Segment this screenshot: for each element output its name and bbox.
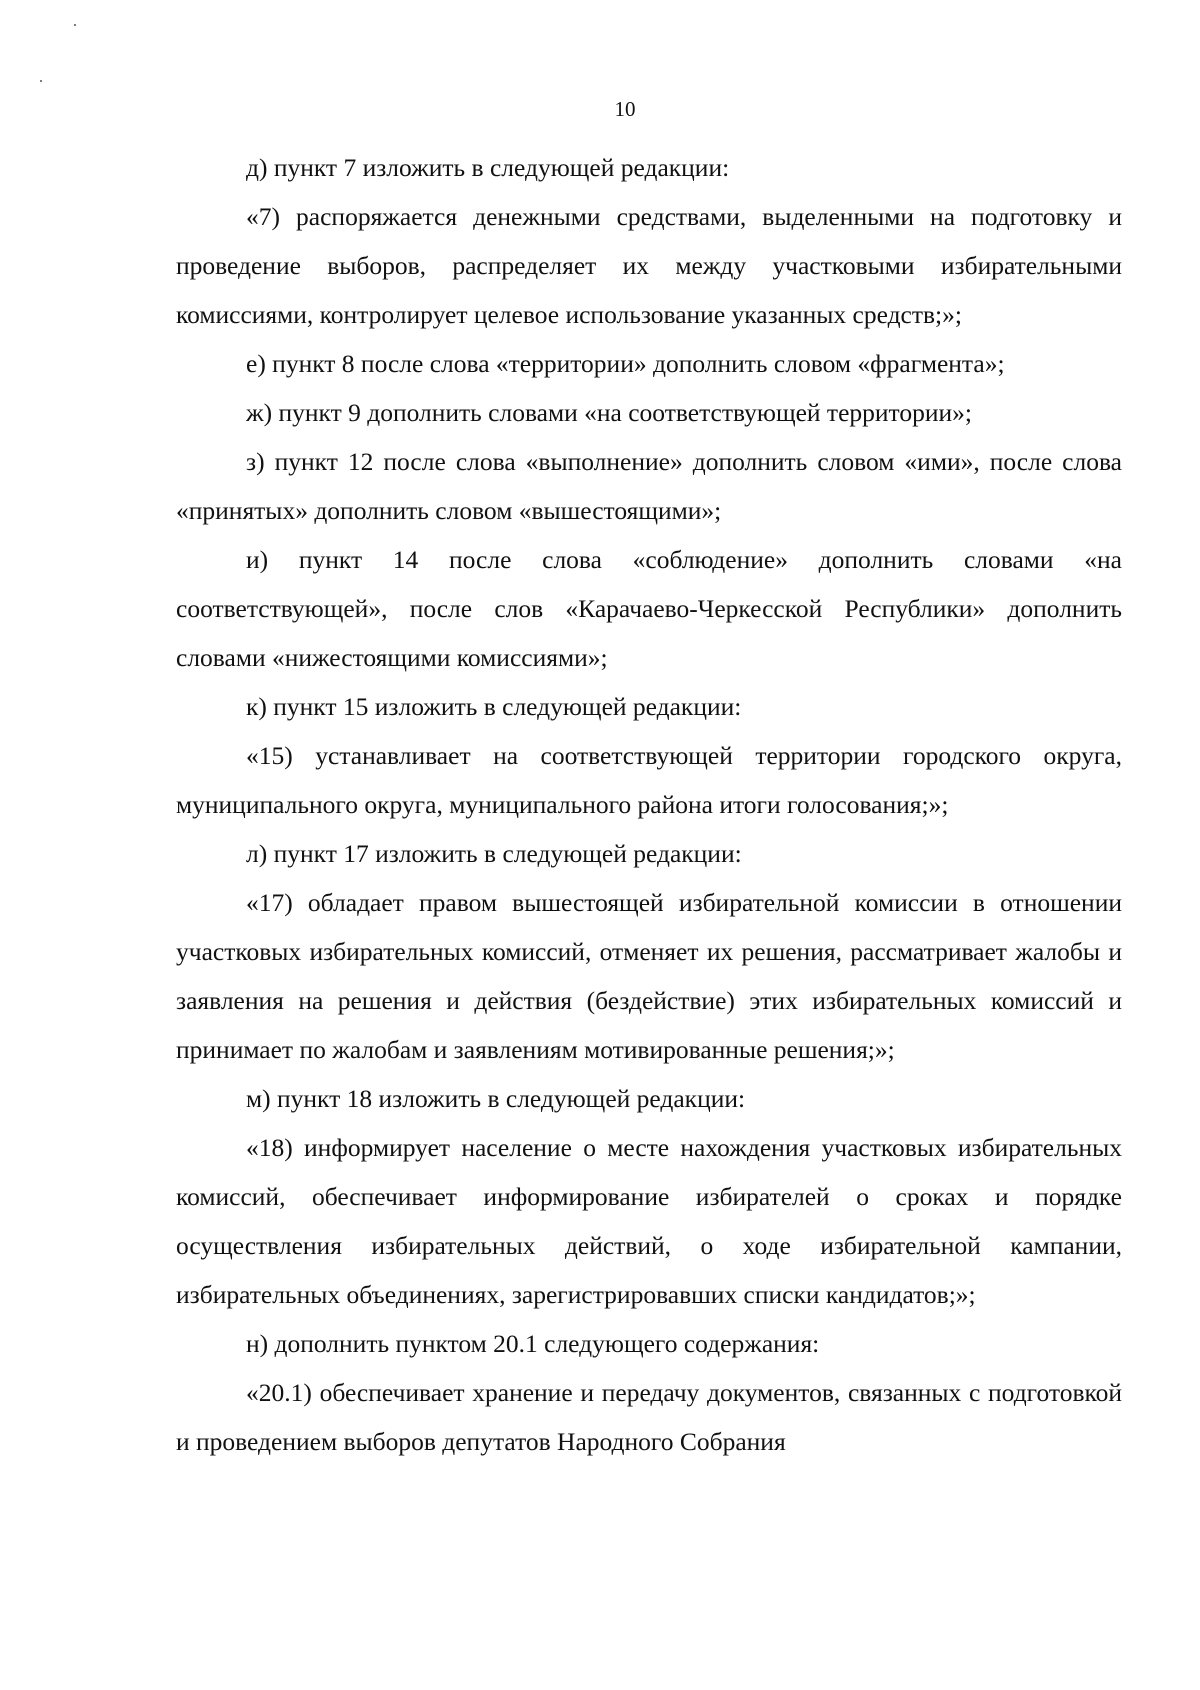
paragraph-n: н) дополнить пунктом 20.1 следующего содержания: [246, 1329, 820, 1358]
paragraph-i: и) пункт 14 после слова «соблюдение» дополнить словами «на соответствующей», после слов «Карачаево-Черкесской Республики» дополнить словами «нижестоящими комиссиями»; [176, 545, 1122, 672]
paragraph-e: е) пункт 8 после слова «территории» дополнить словом «фрагмента»; [246, 349, 1005, 378]
paragraph-item-15: «15) устанавливает на соответствующей территории городского округа, муниципального округа, муниципального района итоги голосования;»; [176, 741, 1122, 819]
paragraph-item-18: «18) информирует население о месте нахождения участковых избирательных комиссий, обеспечивает информирование избирателей о сроках и порядке осуществления избирательных действий, о ходе избирательной кампании, избирательных объединениях, зарегистрировавших списки кандидатов;»; [176, 1133, 1122, 1309]
paragraph-item-7: «7) распоряжается денежными средствами, выделенными на подготовку и проведение выборов, распределяет их между участковыми избирательными комиссиями, контролирует целевое использование указанных средств;»; [176, 202, 1122, 329]
paragraph-item-20-1: «20.1) обеспечивает хранение и передачу документов, связанных с подготовкой и проведением выборов депутатов Народного Собрания [176, 1378, 1122, 1456]
paragraph-zh: ж) пункт 9 дополнить словами «на соответствующей территории»; [246, 398, 972, 427]
paragraph-k: к) пункт 15 изложить в следующей редакции: [246, 692, 742, 721]
paragraph-item-17: «17) обладает правом вышестоящей избирательной комиссии в отношении участковых избирательных комиссий, отменяет их решения, рассматривает жалобы и заявления на решения и действия (бездействие) этих избирательных комиссий и принимает по жалобам и заявлениям мотивированные решения;»; [176, 888, 1122, 1064]
paragraph-l: л) пункт 17 изложить в следующей редакции: [246, 839, 742, 868]
scan-speck [74, 24, 76, 26]
paragraph-m: м) пункт 18 изложить в следующей редакции: [246, 1084, 746, 1113]
scan-speck [40, 80, 42, 82]
document-body [176, 143, 1122, 1466]
page-number: 10 [614, 97, 636, 121]
paragraph-d: д) пункт 7 изложить в следующей редакции: [246, 153, 730, 182]
paragraph-z: з) пункт 12 после слова «выполнение» дополнить словом «ими», после слова «принятых» дополнить словом «вышестоящими»; [176, 447, 1122, 525]
